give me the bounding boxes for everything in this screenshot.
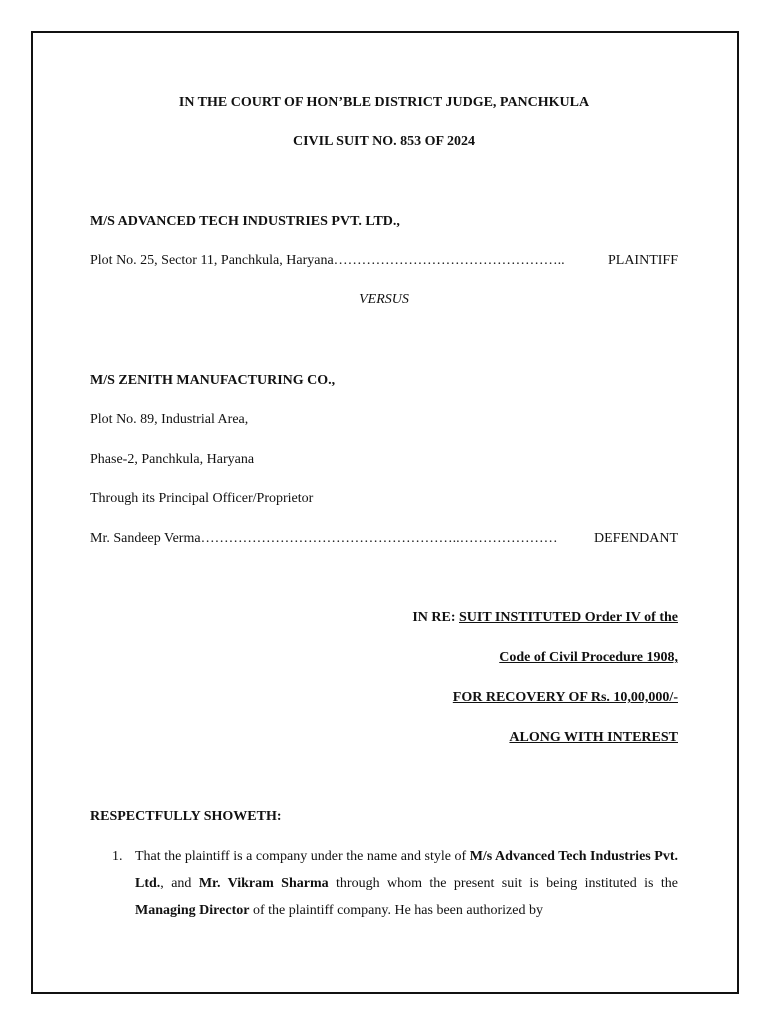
p1-bold-director-name: Mr. Vikram Sharma xyxy=(198,876,329,891)
in-re-line1 xyxy=(412,609,678,627)
paragraph-1-number: 1. xyxy=(112,849,123,864)
p1-bold-title: Managing Director xyxy=(135,903,250,918)
in-re-prefix: IN RE: xyxy=(412,610,459,625)
plaintiff-address-line xyxy=(90,252,678,270)
defendant-address-line2: Phase-2, Panchkula, Haryana xyxy=(90,452,255,467)
in-re-line3: FOR RECOVERY OF Rs. 10,00,000/- xyxy=(452,690,678,705)
respectfully-showeth: RESPECTFULLY SHOWETH: xyxy=(90,809,282,824)
suit-number: CIVIL SUIT NO. 853 OF 2024 xyxy=(292,134,476,149)
paragraph-1 xyxy=(90,843,678,924)
in-re-line4: ALONG WITH INTEREST xyxy=(509,730,678,745)
p1-text-1: That the plaintiff is a company under the name and style of xyxy=(135,849,470,864)
defendant-leader-dots: ………………………………………………..………………… xyxy=(200,531,558,546)
defendant-address-line1: Plot No. 89, Industrial Area, xyxy=(90,412,249,427)
p1-text-3: through whom the present suit is being instituted is the xyxy=(328,876,678,891)
p1-bold-company: M/s Advanced Tech Industries Pvt. Ltd. xyxy=(135,849,678,891)
p1-text-4: of the plaintiff company. He has been authorized by xyxy=(249,903,543,918)
versus-label: VERSUS xyxy=(359,292,409,307)
plaintiff-address: Plot No. 25, Sector 11, Panchkula, Haryana xyxy=(90,253,334,268)
court-heading: IN THE COURT OF HON’BLE DISTRICT JUDGE, PANCHKULA xyxy=(178,95,590,110)
p1-text-2: , and xyxy=(160,876,199,891)
defendant-role: DEFENDANT xyxy=(594,531,678,546)
defendant-through: Through its Principal Officer/Proprietor xyxy=(90,491,314,506)
defendant-officer-line xyxy=(90,530,678,548)
in-re-text1: SUIT INSTITUTED Order IV of the xyxy=(459,610,678,625)
plaintiff-role: PLAINTIFF xyxy=(607,253,678,268)
defendant-name: M/S ZENITH MANUFACTURING CO., xyxy=(90,373,336,388)
plaintiff-leader-dots: ………………………………………….. xyxy=(333,253,565,268)
defendant-officer: Mr. Sandeep Verma xyxy=(90,531,201,546)
in-re-line2: Code of Civil Procedure 1908, xyxy=(499,650,678,665)
paragraph-1-body xyxy=(135,843,678,924)
plaintiff-name: M/S ADVANCED TECH INDUSTRIES PVT. LTD., xyxy=(90,214,400,229)
